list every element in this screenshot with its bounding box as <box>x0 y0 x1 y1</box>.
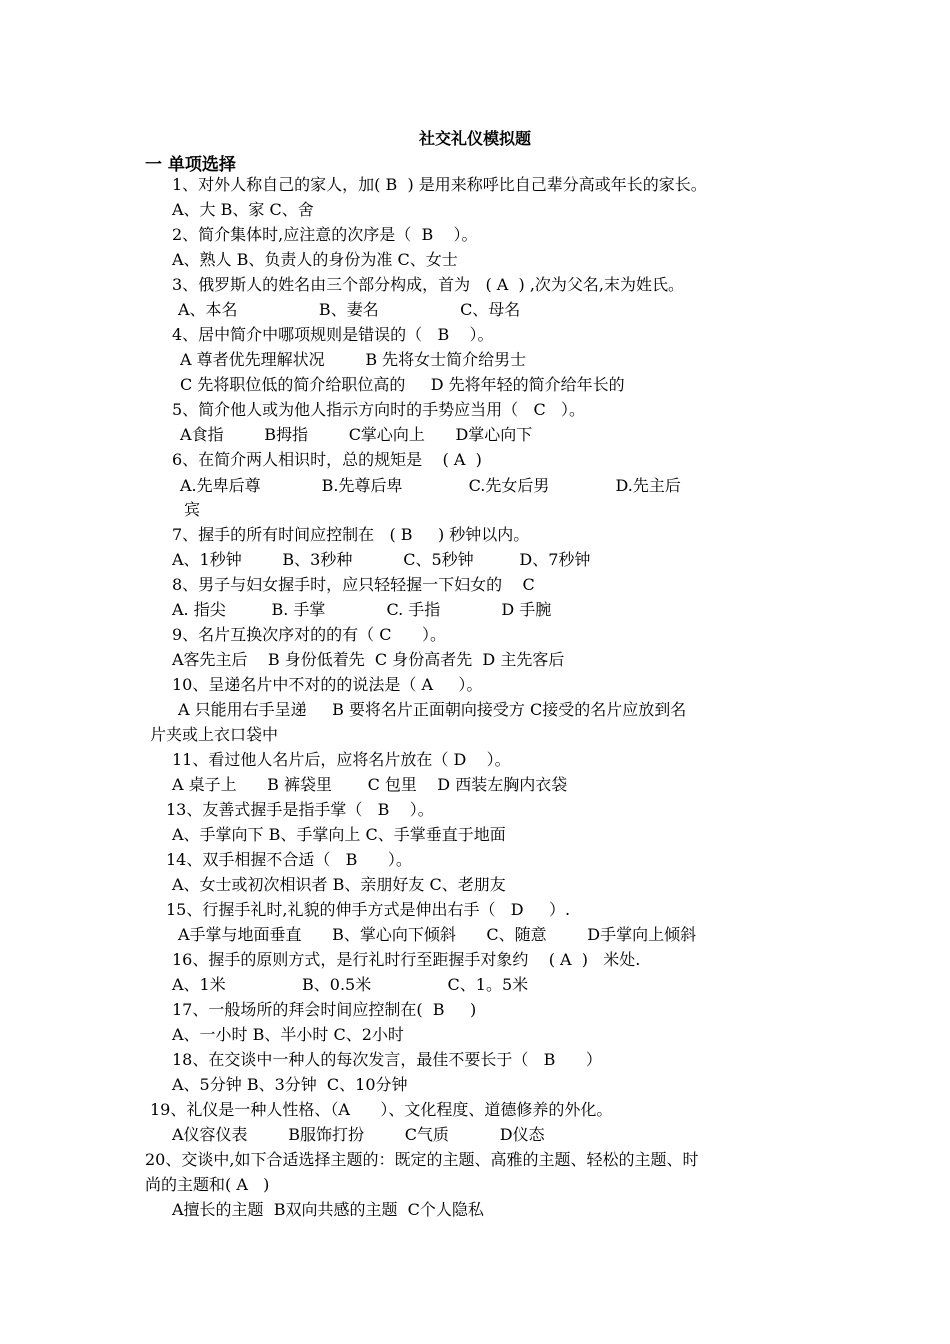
question-line: 尚的主题和( A ) <box>145 1175 270 1194</box>
question-line: 8、男子与妇女握手时，应只轻轻握一下妇女的 C <box>172 575 535 594</box>
option-line: A、1秒钟 B、3秒种 C、5秒钟 D、7秒钟 <box>172 550 591 569</box>
question-line: 3、俄罗斯人的姓名由三个部分构成，首为 ( A ) ,次为父名,末为姓氏。 <box>172 275 684 294</box>
option-line: A、熟人 B、负责人的身份为准 C、女士 <box>172 250 458 269</box>
option-line: A 尊者优先理解状况 B 先将女士简介给男士 <box>180 350 527 369</box>
option-line: A食指 B拇指 C掌心向上 D掌心向下 <box>180 425 533 444</box>
option-line: A、1米 B、0.5米 C、1。5米 <box>172 975 529 994</box>
question-line: 7、握手的所有时间应控制在 ( B ) 秒钟以内。 <box>172 525 530 544</box>
question-line: 18、在交谈中一种人的每次发言，最佳不要长于（ B ） <box>172 1050 602 1069</box>
option-line: A 桌子上 B 裤袋里 C 包里 D 西装左胸内衣袋 <box>172 775 568 794</box>
option-line: A.先卑后尊 B.先尊后卑 C.先女后男 D.先主后 <box>180 476 681 495</box>
question-line: 4、居中简介中哪项规则是错误的（ B ）。 <box>172 325 494 344</box>
option-line: A仪容仪表 B服饰打扮 C气质 D仪态 <box>172 1125 545 1144</box>
option-line: A、女士或初次相识者 B、亲朋好友 C、老朋友 <box>172 875 506 894</box>
question-line: 5、简介他人或为他人指示方向时的手势应当用（ C ）。 <box>172 400 585 419</box>
option-line: A、5分钟 B、3分钟 C、10分钟 <box>172 1075 408 1094</box>
option-line: A、本名 B、妻名 C、母名 <box>178 300 521 319</box>
option-line: 片夹或上衣口袋中 <box>150 725 279 744</box>
section-title: 一 单项选择 <box>145 155 236 175</box>
option-line: A、一小时 B、半小时 C、2小时 <box>172 1025 404 1044</box>
option-line: A客先主后 B 身份低着先 C 身份高者先 D 主先客后 <box>172 650 565 669</box>
question-line: 9、名片互换次序对的的有（ C ）。 <box>172 625 447 644</box>
question-line: 1、对外人称自己的家人，加( B ) 是用来称呼比自己辈分高或年长的家长。 <box>172 175 707 194</box>
question-line: 15、行握手礼时,礼貌的伸手方式是伸出右手（ D ）. <box>166 900 571 919</box>
question-line: 19、礼仪是一种人性格、（A ）、文化程度、道德修养的外化。 <box>150 1100 613 1119</box>
question-line: 14、双手相握不合适（ B ）。 <box>166 850 412 869</box>
option-line: A手掌与地面垂直 B、掌心向下倾斜 C、随意 D手掌向上倾斜 <box>178 925 697 944</box>
question-line: 11、看过他人名片后，应将名片放在（ D ）。 <box>172 750 511 769</box>
question-line: 20、交谈中,如下合适选择主题的：既定的主题、高雅的主题、轻松的主题、时 <box>145 1150 699 1169</box>
question-line: 2、简介集体时,应注意的次序是（ B ）。 <box>172 225 478 244</box>
question-line: 17、一般场所的拜会时间应控制在( B ) <box>172 1000 477 1019</box>
question-line: 16、握手的原则方式，是行礼时行至距握手对象约 ( A ) 米处. <box>172 950 641 969</box>
option-line: C 先将职位低的简介给职位高的 D 先将年轻的简介给年长的 <box>180 375 625 394</box>
question-line: 13、友善式握手是指手掌（ B ）。 <box>166 800 434 819</box>
option-line: A. 指尖 B. 手掌 C. 手指 D 手腕 <box>172 600 552 619</box>
question-line: 6、在简介两人相识时，总的规矩是 ( A ) <box>172 450 482 469</box>
option-line: 宾 <box>184 500 201 519</box>
question-line: 10、呈递名片中不对的的说法是（ A ）。 <box>172 675 483 694</box>
page-title: 社交礼仪模拟题 <box>418 129 531 148</box>
option-line: A擅长的主题 B双向共感的主题 C个人隐私 <box>172 1200 484 1219</box>
option-line: A、手掌向下 B、手掌向上 C、手掌垂直于地面 <box>172 825 506 844</box>
option-line: A、大 B、家 C、舍 <box>172 200 314 219</box>
option-line: A 只能用右手呈递 B 要将名片正面朝向接受方 C接受的名片应放到名 <box>178 700 687 719</box>
